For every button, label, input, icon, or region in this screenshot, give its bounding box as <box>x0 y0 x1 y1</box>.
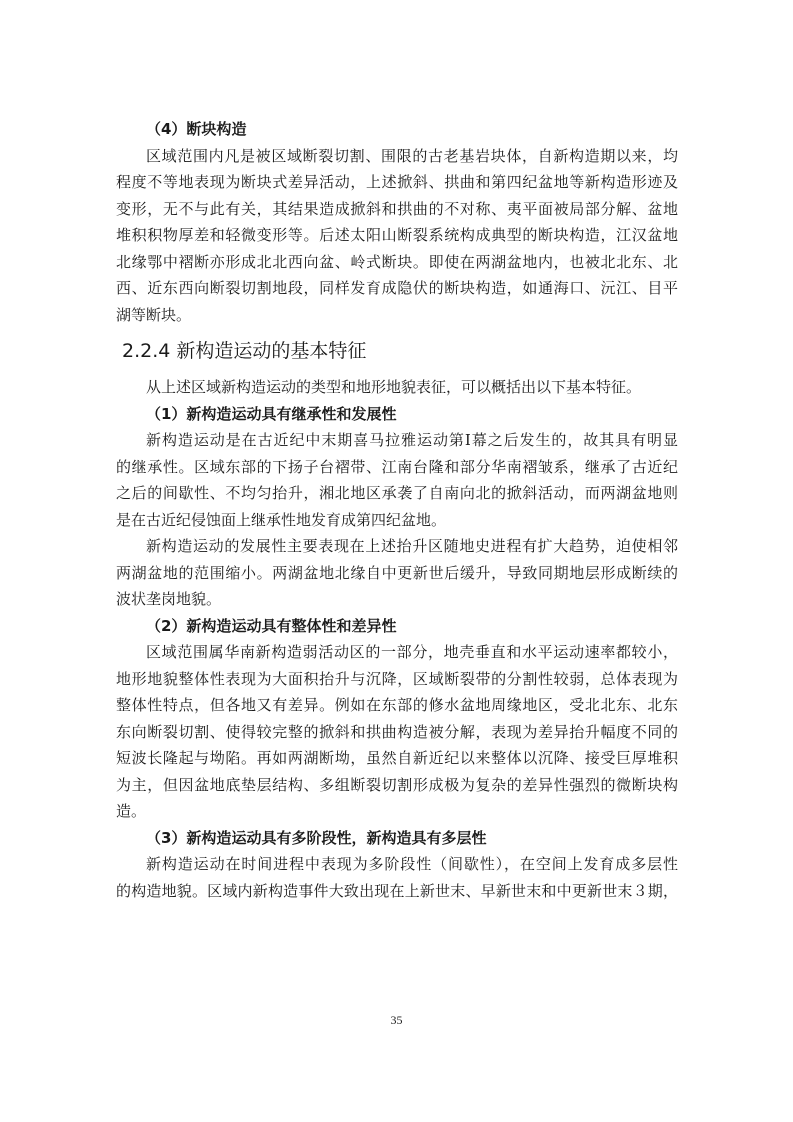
paragraph-line: 为主，但因盆地底垫层结构、多组断裂切割形成极为复杂的差异性强烈的微断块构 <box>116 775 678 794</box>
paragraph-inheritance <box>116 427 678 533</box>
paragraph-line: 变形，无不与此有关，其结果造成掀斜和拱曲的不对称、夷平面被局部分解、盆地 <box>116 199 678 218</box>
paragraph-line: 波状垄岗地貌。 <box>116 590 222 608</box>
paragraph-integrity <box>116 639 678 825</box>
subsection-heading-multistage: （3）新构造运动具有多阶段性，新构造具有多层性 <box>146 828 487 847</box>
paragraph-line: 整体性特点，但各地又有差异。例如在东部的修水盆地周缘地区，受北北东、北东 <box>116 696 678 714</box>
paragraph-line: 之后的间歇性、不均匀抬升，湘北地区承袭了自南向北的掀斜活动，而两湖盆地则 <box>116 484 678 502</box>
paragraph-line: 区域范围内凡是被区域断裂切割、围限的古老基岩块体，自新构造期以来，均 <box>146 146 678 165</box>
document-page <box>116 116 678 904</box>
subsection-heading-integrity: （2）新构造运动具有整体性和差异性 <box>146 616 397 635</box>
subsection-heading-block-structure: （4）断块构造 <box>146 120 247 138</box>
paragraph-line: 区域范围属华南新构造弱活动区的一部分，地壳垂直和水平运动速率都较小， <box>146 643 678 661</box>
subsection-heading-inheritance: （1）新构造运动具有继承性和发展性 <box>146 404 397 423</box>
paragraph-line: 北缘鄂中褶断亦形成北北西向盆、岭式断块。即使在两湖盆地内，也被北北东、北 <box>116 252 678 271</box>
paragraph-line: 地形地貌整体性表现为大面积抬升与沉降，区域断裂带的分割性较弱，总体表现为 <box>116 669 678 688</box>
paragraph-line: 西、近东西向断裂切割地段，同样发育成隐伏的断块构造，如通海口、沅江、目平 <box>116 279 678 297</box>
page-number: 35 <box>390 1013 403 1027</box>
paragraph-line: 堆积积物厚差和轻微变形等。后述太阳山断裂系统构成典型的断块构造，江汉盆地 <box>116 226 678 244</box>
paragraph-multistage <box>116 851 678 904</box>
paragraph-line: 是在古近纪侵蚀面上继承性地发育成第四纪盆地。 <box>116 510 447 529</box>
paragraph-line: 新构造运动是在古近纪中末期喜马拉雅运动第Ⅰ幕之后发生的，故其具有明显 <box>146 431 678 449</box>
paragraph-intro: 从上述区域新构造运动的类型和地形地貌表征，可以概括出以下基本特征。 <box>146 378 642 396</box>
paragraph-line: 的继承性。区域东部的下扬子台褶带、江南台隆和部分华南褶皱系，继承了古近纪 <box>116 457 678 476</box>
paragraph-line: 东向断裂切割、使得较完整的掀斜和拱曲构造被分解，表现为差异抬升幅度不同的 <box>116 722 678 741</box>
paragraph-line: 造。 <box>116 802 147 820</box>
paragraph-line: 新构造运动在时间进程中表现为多阶段性（间歇性），在空间上发育成多层性 <box>146 855 678 873</box>
section-heading-2-2-4: 2.2.4 新构造运动的基本特征 <box>122 340 367 362</box>
paragraph-line: 两湖盆地的范围缩小。两湖盆地北缘自中更新世后缓升，导致同期地层形成断续的 <box>116 563 678 582</box>
paragraph-line: 新构造运动的发展性主要表现在上述抬升区随地史进程有扩大趋势，迫使相邻 <box>146 537 678 555</box>
paragraph-line: 湖等断块。 <box>116 305 192 324</box>
paragraph-line: 的构造地貌。区域内新构造事件大致出现在上新世末、早新世末和中更新世末３期， <box>116 881 678 900</box>
paragraph-line: 短波长隆起与坳陷。再如两湖断坳，虽然自新近纪以来整体以沉降、接受巨厚堆积 <box>116 749 678 767</box>
paragraph-block-structure <box>116 143 678 329</box>
paragraph-line: 程度不等地表现为断块式差异活动，上述掀斜、拱曲和第四纪盆地等新构造形迹及 <box>116 173 678 191</box>
paragraph-development <box>116 533 678 613</box>
